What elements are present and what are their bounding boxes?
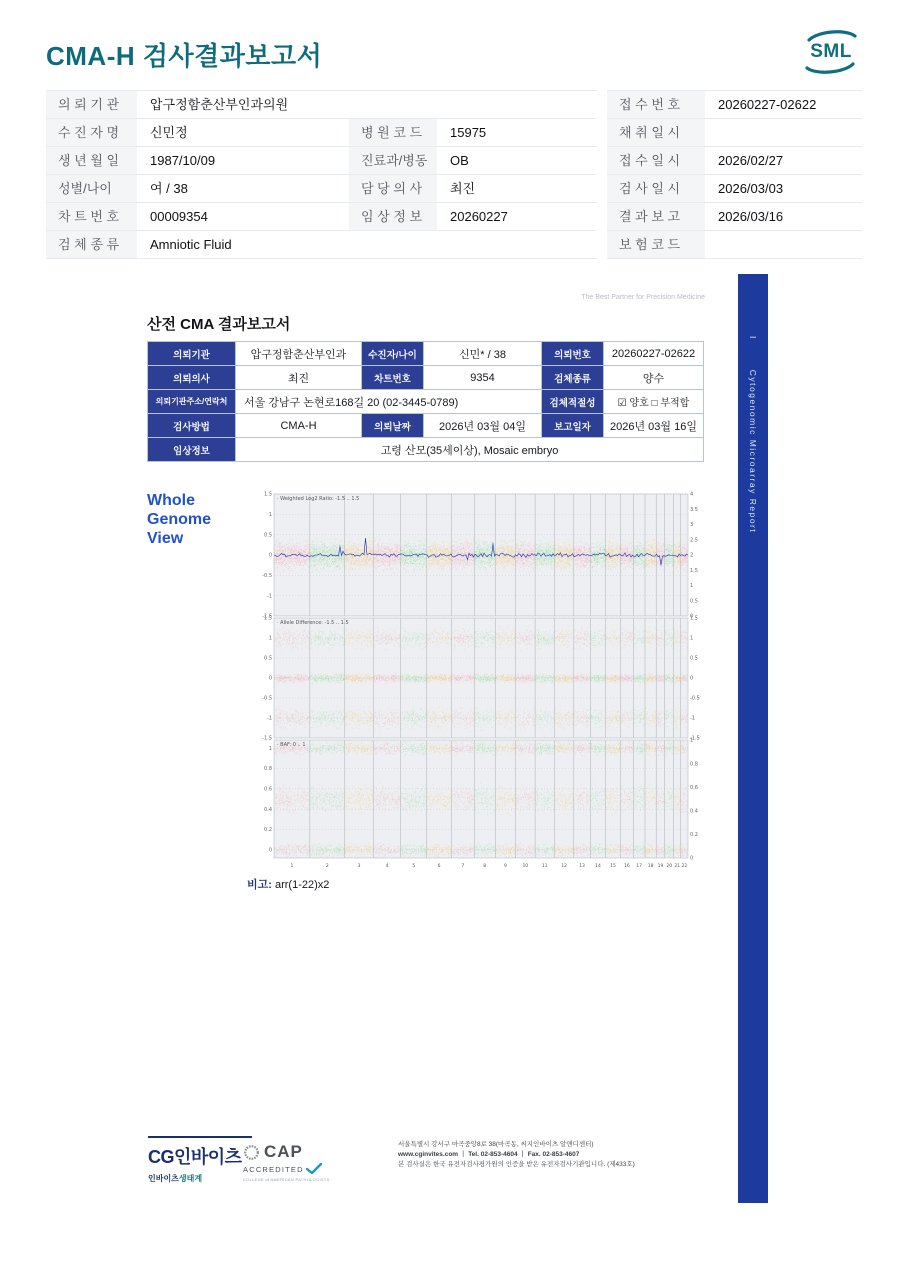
whole-genome-view-chart [253,490,705,872]
result-note [247,876,329,892]
cap-title: CAP [264,1142,303,1161]
result-note-value: arr(1-22)x2 [274,879,330,891]
cap-caption: COLLEGE of AMERICAN PATHOLOGISTS [243,1177,330,1182]
cell-header: 의뢰기관주소/연락처 [148,390,236,414]
cell-header: 의뢰날짜 [362,414,424,438]
field-label: 생 년 월 일 [46,147,137,175]
company-subtitle [148,1173,258,1184]
cell-header: 의뢰번호 [542,342,604,366]
cell-value: 2026년 03월 04일 [424,414,542,438]
cap-accredited-logo [243,1142,363,1182]
sml-logo [802,28,860,76]
field-value: 신민정 [137,119,349,147]
cap-accredited-text: ACCREDITED [243,1164,304,1174]
field-value: 2026/03/03 [705,175,862,203]
footer-certification-line: 본 검사실은 한국 유전자검사평가원의 인증을 받은 유전자검사기관입니다. (제433호) [398,1161,635,1169]
field-label: 차 트 번 호 [46,203,137,231]
cap-laurel-icon [243,1144,260,1161]
cell-header: 보고일자 [542,414,604,438]
inner-report-title: 산전 CMA 결과보고서 [147,316,291,333]
field-label: 진료과/병동 [349,147,437,175]
table-row [148,390,704,414]
table-row [148,366,704,390]
cell-value: 최진 [236,366,362,390]
field-value: 15975 [437,119,597,147]
cell-value: 양수 [604,366,704,390]
cell-header: 검체종류 [542,366,604,390]
field-value: 최진 [437,175,597,203]
field-label: 수 진 자 명 [46,119,137,147]
footer-contact-line: www.cginvites.com ｜ Tel. 02-853-4604 ｜ Fax. 02-853-4607 [398,1151,580,1159]
field-label: 검 사 일 시 [607,175,705,203]
field-label: 결 과 보 고 [607,203,705,231]
logo-rule [148,1136,252,1138]
cell-value: 고령 산모(35세이상), Mosaic embryo [236,438,704,462]
field-value: 00009354 [137,203,349,231]
vendor-tagline: The Best Partner for Precision Medicine [581,294,705,301]
cell-value: 20260227-02622 [604,342,704,366]
field-label: 담 당 의 사 [349,175,437,203]
cell-header: 차트번호 [362,366,424,390]
embedded-cma-report [140,270,770,1210]
footer-address-block [398,1140,728,1170]
field-value: 압구정함춘산부인과의원 [137,91,597,119]
patient-info-table-right [607,90,862,259]
inner-report-table [147,341,704,462]
sml-logo-text: SML [810,41,852,62]
result-note-label: 비고: [247,879,272,891]
table-row [148,414,704,438]
field-value [705,119,862,147]
whole-genome-view-label: Whole Genome View [147,492,212,547]
footer-address-line: 서울특별시 강서구 마곡중앙8로 38(마곡동, 씨지인바이츠 알앤디센터) [398,1141,594,1148]
field-value [705,231,862,259]
cap-check-icon [306,1163,322,1175]
cell-value: 9354 [424,366,542,390]
cg-invites-logo [148,1136,258,1184]
specimen-adequacy-checkboxes: ☑ 양호 □ 부적합 [604,390,704,414]
cell-header: 임상정보 [148,438,236,462]
cell-header: 의뢰의사 [148,366,236,390]
field-value: 20260227-02622 [705,91,862,119]
field-label: 성별/나이 [46,175,137,203]
table-row [148,438,704,462]
field-label: 의 뢰 기 관 [46,91,137,119]
field-value: 2026/02/27 [705,147,862,175]
field-label: 접 수 일 시 [607,147,705,175]
cell-value: CMA-H [236,414,362,438]
company-name: CG인바이츠 [148,1147,242,1167]
cell-value: 서울 강남구 논현로168길 20 (02-3445-0789) [236,390,542,414]
company-subtitle-part2: 생태계 [178,1174,203,1183]
field-label: 접 수 번 호 [607,91,705,119]
field-value: OB [437,147,597,175]
sidebar-section-numeral: I [748,336,758,340]
section-sidebar [738,274,768,1203]
field-value: 20260227 [437,203,597,231]
field-label: 병 원 코 드 [349,119,437,147]
sidebar-vertical-text [748,274,758,533]
patient-info-table-left [46,90,597,259]
sidebar-section-title: Cytogenomic Microarray Report [748,369,758,534]
field-value: 여 / 38 [137,175,349,203]
cell-header: 의뢰기관 [148,342,236,366]
field-value: 2026/03/16 [705,203,862,231]
page-title: CMA-H 검사결과보고서 [46,41,323,71]
cell-value: 2026년 03월 16일 [604,414,704,438]
field-label: 채 취 일 시 [607,119,705,147]
field-value: Amniotic Fluid [137,231,597,259]
cell-header: 검체적절성 [542,390,604,414]
cell-header: 검사방법 [148,414,236,438]
field-value: 1987/10/09 [137,147,349,175]
field-label: 보 험 코 드 [607,231,705,259]
field-label: 임 상 정 보 [349,203,437,231]
table-row [148,342,704,366]
cell-header: 수진자/나이 [362,342,424,366]
field-label: 검 체 종 류 [46,231,137,259]
cell-value: 압구정함춘산부인과 [236,342,362,366]
company-subtitle-part1: 인바이츠 [148,1174,179,1183]
cell-value: 신민* / 38 [424,342,542,366]
